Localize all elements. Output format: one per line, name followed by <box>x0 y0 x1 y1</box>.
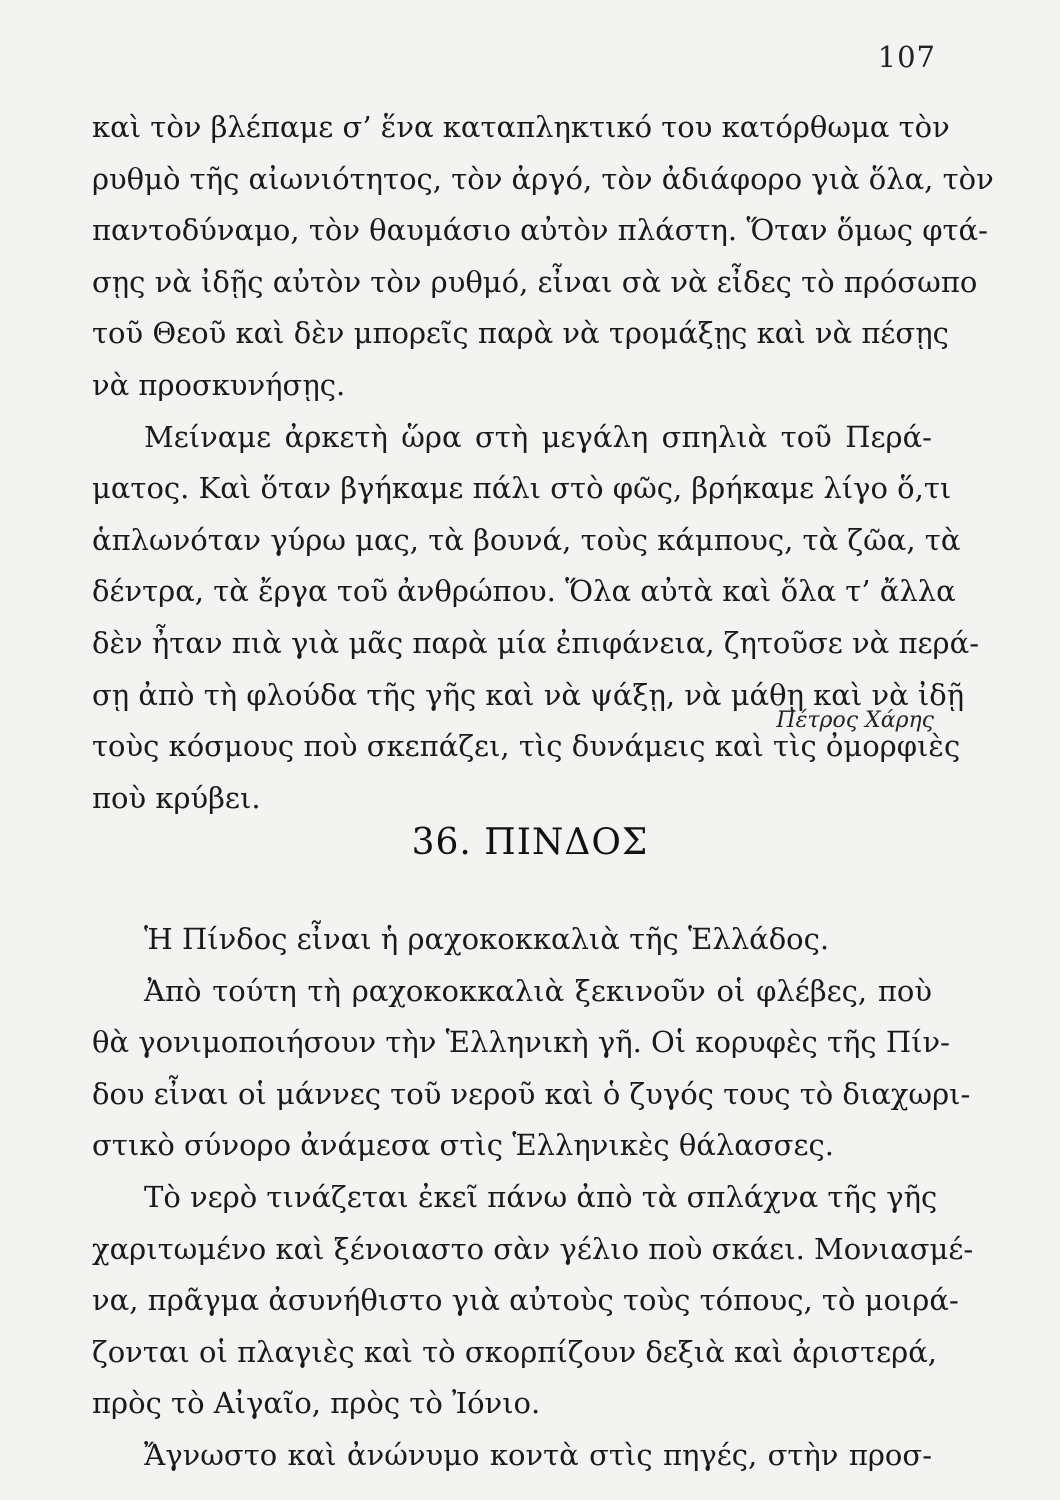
author-signature: Πέτρος Χάρης <box>776 708 934 733</box>
text-line: ματος. Καὶ ὅταν βγήκαμε πάλι στὸ φῶς, βρήκαμε λίγο ὅ,τι <box>92 471 952 506</box>
paragraph <box>92 412 979 825</box>
chapter-title: 36. ΠΙΝΔΟΣ <box>411 822 649 863</box>
text-line: Τὸ νερὸ τινάζεται ἐκεῖ πάνω ἀπὸ τὰ σπλάχνα τῆς γῆς <box>144 1179 938 1214</box>
text-line: δὲν ἦταν πιὰ γιὰ μᾶς παρὰ μία ἐπιφάνεια, ζητοῦσε νὰ περά- <box>92 625 979 660</box>
chapter-text <box>92 914 974 1482</box>
text-line: παντοδύναμο, τὸν θαυμάσιο αὐτὸν πλάστη. Ὅταν ὅμως φτά- <box>92 213 988 248</box>
paragraph <box>92 914 932 966</box>
paragraph <box>92 1172 974 1430</box>
text-line: καὶ τὸν βλέπαμε σ’ ἕνα καταπληκτικό του κατόρθωμα τὸν <box>92 110 950 144</box>
text-line: σῃ ἀπὸ τὴ φλούδα τῆς γῆς καὶ νὰ ψάξῃ, νὰ μάθῃ καὶ νὰ ἰδῇ <box>92 677 965 712</box>
text-line: Ἀπὸ τούτη τὴ ραχοκοκκαλιὰ ξεκινοῦν οἱ φλέβες, ποὺ <box>144 973 932 1008</box>
text-line: νὰ προσκυνήσῃς. <box>92 367 346 402</box>
text-line: στικὸ σύνορο ἀνάμεσα στὶς Ἑλληνικὲς θάλασσες. <box>92 1128 834 1163</box>
text-line: Ἄγνωστο καὶ ἀνώνυμο κοντὰ στὶς πηγές, στὴν προσ- <box>144 1437 932 1472</box>
text-line: θὰ γονιμοποιήσουν τὴν Ἑλληνικὴ γῆ. Οἱ κορυφὲς τῆς Πίν- <box>92 1025 950 1060</box>
paragraph <box>92 1430 932 1482</box>
text-line: ποὺ κρύβει. <box>92 780 261 815</box>
paragraph <box>92 966 971 1172</box>
text-line: πρὸς τὸ Αἰγαῖο, πρὸς τὸ Ἰόνιο. <box>92 1386 541 1421</box>
text-line: σῃς νὰ ἰδῇς αὐτὸν τὸν ρυθμό, εἶναι σὰ νὰ εἶδες τὸ πρόσωπο <box>92 264 978 299</box>
text-line: ρυθμὸ τῆς αἰωνιότητος, τὸν ἀργό, τὸν ἀδιάφορο γιὰ ὅλα, τὸν <box>92 161 994 196</box>
text-line: Μείναμε ἀρκετὴ ὥρα στὴ μεγάλη σπηλιὰ τοῦ Περά- <box>144 419 932 454</box>
text-line: χαριτωμένο καὶ ξένοιαστο σὰν γέλιο ποὺ σκάει. Μονιασμέ- <box>92 1231 974 1266</box>
text-line: τοὺς κόσμους ποὺ σκεπάζει, τὶς δυνάμεις καὶ τὶς ὀμορφιὲς <box>92 729 961 764</box>
text-line: δου εἶναι οἱ μάννες τοῦ νεροῦ καὶ ὁ ζυγός τους τὸ διαχωρι- <box>92 1076 971 1111</box>
text-line: δέντρα, τὰ ἔργα τοῦ ἀνθρώπου. Ὅλα αὐτὰ καὶ ὅλα τ’ ἄλλα <box>92 574 956 609</box>
text-line: να, πρᾶγμα ἀσυνήθιστο γιὰ αὐτοὺς τοὺς τόπους, τὸ μοιρά- <box>92 1283 959 1318</box>
page-number: 107 <box>877 40 936 74</box>
text-line: Ἡ Πίνδος εἶναι ἡ ραχοκοκκαλιὰ τῆς Ἑλλάδος. <box>144 922 830 956</box>
text-line: ζονται οἱ πλαγιὲς καὶ τὸ σκορπίζουν δεξιὰ καὶ ἀριστερά, <box>92 1334 937 1369</box>
text-line: ἁπλωνόταν γύρω μας, τὰ βουνά, τοὺς κάμπους, τὰ ζῶα, τὰ <box>92 522 961 557</box>
text-line: τοῦ Θεοῦ καὶ δὲν μπορεῖς παρὰ νὰ τρομάξῃς καὶ νὰ πέσῃς <box>92 316 949 351</box>
paragraph <box>92 102 994 412</box>
